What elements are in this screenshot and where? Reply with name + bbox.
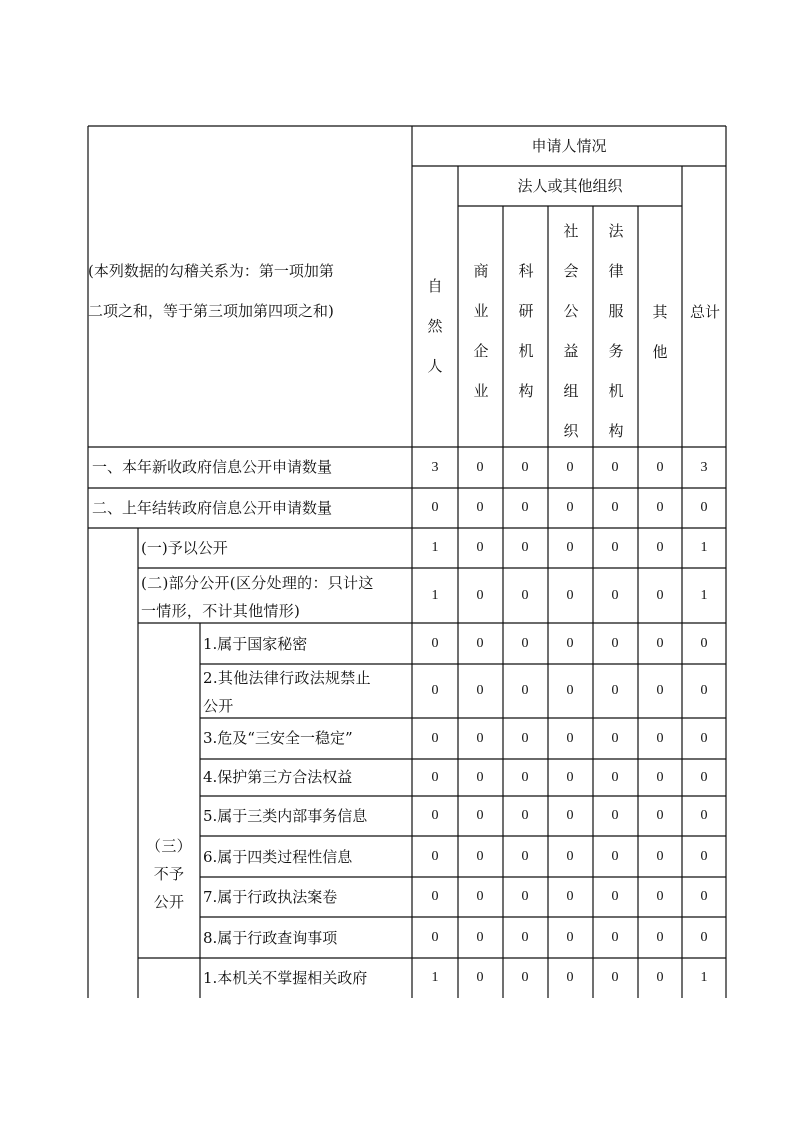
table-cell-r3-c2: 0 <box>521 588 529 603</box>
table-cell-r4-c3: 0 <box>566 636 574 651</box>
table-cell-r10-c1: 0 <box>476 889 484 904</box>
table-cell-r3-c1: 0 <box>476 588 484 603</box>
table-cell-r1-c3: 0 <box>566 500 574 515</box>
table-cell-r12-c5: 0 <box>656 970 664 985</box>
table-cell-r5-c4: 0 <box>611 683 619 698</box>
table-cell-r3-c5: 0 <box>656 588 664 603</box>
table-cell-r1-c6: 0 <box>700 500 708 515</box>
table-cell-r6-c3: 0 <box>566 731 574 746</box>
table-cell-r7-c2: 0 <box>521 770 529 785</box>
table-cell-r7-c0: 0 <box>431 770 439 785</box>
table-cell-r1-c2: 0 <box>521 500 529 515</box>
table-cell-r4-c6: 0 <box>700 636 708 651</box>
table-cell-r9-c2: 0 <box>521 849 529 864</box>
table-cell-r10-c6: 0 <box>700 889 708 904</box>
table-cell-r8-c0: 0 <box>431 808 439 823</box>
table-cell-r5-c3: 0 <box>566 683 574 698</box>
table-cell-r4-c5: 0 <box>656 636 664 651</box>
table-cell-r10-c0: 0 <box>431 889 439 904</box>
note-line-2: 二项之和，等于第三项加第四项之和) <box>88 302 334 320</box>
table-cell-r11-c0: 0 <box>431 930 439 945</box>
table-cell-r6-c0: 0 <box>431 731 439 746</box>
table-cell-r5-c0: 0 <box>431 683 439 698</box>
table-cell-r9-c0: 0 <box>431 849 439 864</box>
table-cell-r9-c1: 0 <box>476 849 484 864</box>
table-cell-r1-c4: 0 <box>611 500 619 515</box>
table-cell-r9-c3: 0 <box>566 849 574 864</box>
table-cell-r0-c6: 3 <box>700 460 708 475</box>
table-cell-r10-c5: 0 <box>656 889 664 904</box>
col-header-research: 科 研 机 构 <box>518 262 534 400</box>
col-header-legal-service: 法 律 服 务 机 构 <box>608 222 624 440</box>
table-cell-r11-c2: 0 <box>521 930 529 945</box>
col-header-natural-person: 自 然 人 <box>427 277 443 375</box>
table-cell-r10-c4: 0 <box>611 889 619 904</box>
table-cell-r2-c6: 1 <box>700 540 708 555</box>
table-cell-r9-c5: 0 <box>656 849 664 864</box>
col-header-other: 其 他 <box>652 303 668 361</box>
table-cell-r4-c4: 0 <box>611 636 619 651</box>
table-cell-r1-c5: 0 <box>656 500 664 515</box>
table-cell-r8-c4: 0 <box>611 808 619 823</box>
table-cell-r12-c3: 0 <box>566 970 574 985</box>
row-label-internal-affairs: 5.属于三类内部事务信息 <box>203 807 368 825</box>
table-cell-r7-c4: 0 <box>611 770 619 785</box>
table-cell-r5-c6: 0 <box>700 683 708 698</box>
row-label-state-secret: 1.属于国家秘密 <box>203 635 308 653</box>
table-cell-r0-c2: 0 <box>521 460 529 475</box>
table-cell-r2-c2: 0 <box>521 540 529 555</box>
row-label-carried-over: 二、上年结转政府信息公开申请数量 <box>92 499 333 517</box>
table-cell-r12-c1: 0 <box>476 970 484 985</box>
table-cell-r7-c6: 0 <box>700 770 708 785</box>
table-cell-r8-c6: 0 <box>700 808 708 823</box>
row-label-new-requests: 一、本年新收政府信息公开申请数量 <box>92 458 333 476</box>
table-cell-r8-c1: 0 <box>476 808 484 823</box>
table-cell-r2-c4: 0 <box>611 540 619 555</box>
table-cell-r8-c3: 0 <box>566 808 574 823</box>
table-cell-r6-c6: 0 <box>700 731 708 746</box>
table-cell-r6-c4: 0 <box>611 731 619 746</box>
table-cell-r7-c3: 0 <box>566 770 574 785</box>
note-line-1: (本列数据的勾稽关系为：第一项加第 <box>88 262 334 280</box>
table-cell-r2-c5: 0 <box>656 540 664 555</box>
table-cell-r2-c3: 0 <box>566 540 574 555</box>
table-cell-r4-c0: 0 <box>431 636 439 651</box>
table-cell-r0-c1: 0 <box>476 460 484 475</box>
table-cell-r0-c5: 0 <box>656 460 664 475</box>
row-label-partial-public: (二)部分公开(区分处理的：只计这 一情形，不计其他情形) <box>141 574 374 620</box>
table-cell-r11-c6: 0 <box>700 930 708 945</box>
table-cell-r2-c0: 1 <box>431 540 439 555</box>
table-cell-r9-c6: 0 <box>700 849 708 864</box>
table-cell-r3-c4: 0 <box>611 588 619 603</box>
col-header-social-org: 社 会 公 益 组 织 <box>563 222 579 440</box>
table-cell-r8-c2: 0 <box>521 808 529 823</box>
row-label-other-prohibited: 2.其他法律行政法规禁止 公开 <box>203 669 371 715</box>
table-cell-r0-c4: 0 <box>611 460 619 475</box>
table-cell-r12-c6: 1 <box>700 970 708 985</box>
table-cell-r11-c4: 0 <box>611 930 619 945</box>
col-header-commercial: 商 业 企 业 <box>473 262 489 400</box>
table-cell-r5-c5: 0 <box>656 683 664 698</box>
table-cell-r8-c5: 0 <box>656 808 664 823</box>
table-cell-r4-c1: 0 <box>476 636 484 651</box>
table-cell-r11-c1: 0 <box>476 930 484 945</box>
table-cell-r1-c0: 0 <box>431 500 439 515</box>
table-cell-r3-c0: 1 <box>431 588 439 603</box>
table-cell-r7-c5: 0 <box>656 770 664 785</box>
legal-persons-group-header: 法人或其他组织 <box>517 177 623 195</box>
table-cell-r12-c0: 1 <box>431 970 439 985</box>
table-cell-r11-c3: 0 <box>566 930 574 945</box>
row-label-third-party: 4.保护第三方合法权益 <box>203 768 353 786</box>
table-cell-r10-c2: 0 <box>521 889 529 904</box>
table-cell-r6-c2: 0 <box>521 731 529 746</box>
table-cell-r0-c3: 0 <box>566 460 574 475</box>
table-cell-r6-c1: 0 <box>476 731 484 746</box>
row-label-enforcement-files: 7.属于行政执法案卷 <box>203 888 338 906</box>
table-cell-r7-c1: 0 <box>476 770 484 785</box>
applicant-situation-header: 申请人情况 <box>531 137 607 155</box>
table-cell-r5-c1: 0 <box>476 683 484 698</box>
table-cell-r12-c2: 0 <box>521 970 529 985</box>
table-cell-r3-c6: 1 <box>700 588 708 603</box>
row-label-process-info: 6.属于四类过程性信息 <box>203 848 353 866</box>
table-cell-r3-c3: 0 <box>566 588 574 603</box>
table-cell-r5-c2: 0 <box>521 683 529 698</box>
row-label-query-matters: 8.属于行政查询事项 <box>203 929 338 947</box>
row-label-public: (一)予以公开 <box>141 539 228 557</box>
col-header-total: 总计 <box>689 303 720 321</box>
not-public-group-label: （三） 不予 公开 <box>146 837 192 911</box>
table-cell-r9-c4: 0 <box>611 849 619 864</box>
table-cell-r0-c0: 3 <box>431 460 439 475</box>
table-cell-r10-c3: 0 <box>566 889 574 904</box>
table-cell-r11-c5: 0 <box>656 930 664 945</box>
row-label-not-held: 1.本机关不掌握相关政府 <box>203 969 368 987</box>
table-cell-r2-c1: 0 <box>476 540 484 555</box>
table-cell-r1-c1: 0 <box>476 500 484 515</box>
table-cell-r6-c5: 0 <box>656 731 664 746</box>
table-cell-r12-c4: 0 <box>611 970 619 985</box>
table-cell-r4-c2: 0 <box>521 636 529 651</box>
row-label-three-security: 3.危及“三安全一稳定” <box>203 729 353 747</box>
